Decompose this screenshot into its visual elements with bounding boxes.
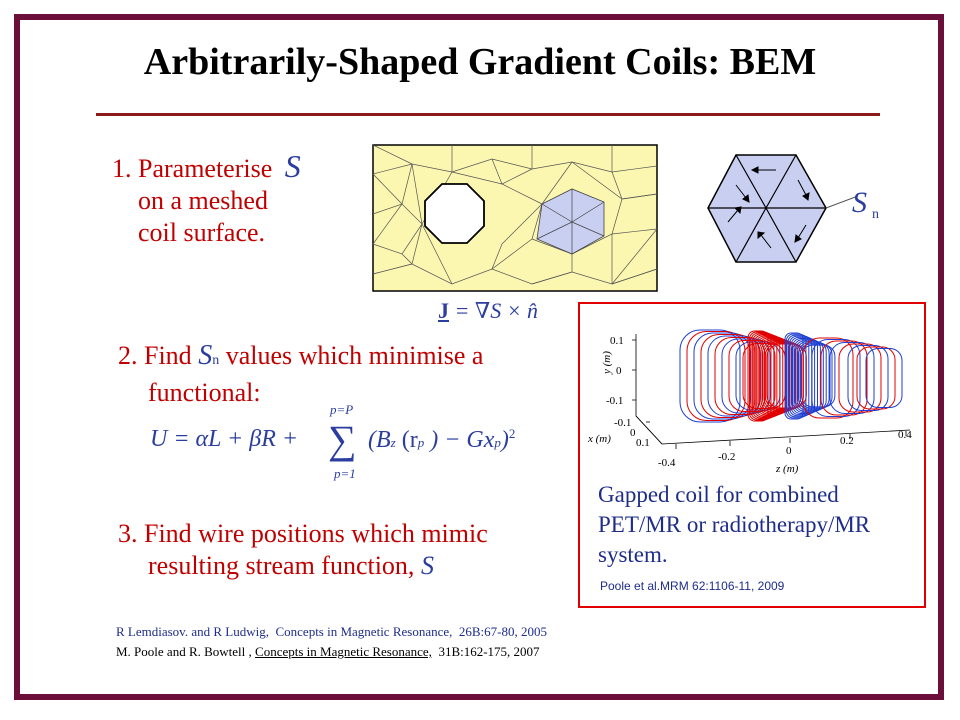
title-rule (96, 113, 880, 116)
y-tick-1: 0 (616, 365, 622, 377)
step3-symbol: S (420, 551, 434, 580)
functional-sub-p2: p (494, 435, 501, 450)
coil-windings (680, 330, 902, 422)
functional-b: (B (368, 427, 391, 453)
x-axis-title: x (m) (588, 433, 611, 445)
figure-caption: Gapped coil for combined PET/MR or radiotherapy/MR system. (598, 482, 871, 567)
coil-loop-right (848, 346, 888, 411)
functional-end: ) (500, 427, 509, 453)
slide-title: Arbitrarily-Shaped Gradient Coils: BEM (143, 41, 817, 83)
functional-sub-p1: p (417, 435, 425, 450)
functional-mid: ) − Gx (430, 427, 495, 453)
step3-line1: 3. Find wire positions which mimic (118, 519, 488, 548)
step1-line2: on a meshed (138, 186, 268, 215)
functional-lhs: U = αL + βR + (150, 426, 299, 452)
step3-line2: resulting stream function, (148, 551, 415, 580)
sum-lower-limit: p=1 (334, 466, 356, 481)
coil-loop-center-blue (800, 344, 832, 408)
sn-label-main: S (852, 186, 867, 219)
figure-citation: Poole et al.MRM 62:1106-11, 2009 (600, 579, 785, 593)
z-tick-1: -0.2 (718, 451, 736, 463)
reference-1: R Lemdiasov. and R Ludwig, Concepts in Magnetic Resonance, 26B:67-80, 2005 (116, 624, 548, 639)
equation-lhs: J (438, 298, 449, 323)
functional-r: (r (401, 427, 418, 453)
z-tick-2: 0 (786, 445, 792, 457)
current-density-equation (438, 298, 538, 324)
functional-sub-z: z (390, 435, 396, 450)
z-axis-title: z (m) (776, 463, 799, 475)
y-tick-0: 0.1 (610, 335, 624, 347)
y-tick-2: -0.1 (606, 395, 624, 407)
functional-equation (150, 402, 570, 482)
hexagon-element-diagram (706, 150, 906, 270)
step1-symbol: S (284, 148, 301, 184)
mesh-octagon-hole (425, 184, 484, 243)
z-tick-3: 0.2 (840, 435, 854, 447)
coil-loop-center-blue (793, 339, 818, 414)
functional-power: 2 (508, 426, 516, 441)
step2-symbol: S (198, 340, 213, 371)
step1-text (112, 150, 301, 249)
mesh-surface-diagram (372, 144, 658, 292)
coil-figure-box (578, 302, 926, 608)
step2-prefix: 2. Find (118, 341, 192, 370)
sum-sign: ∑ (328, 417, 357, 462)
x-tick-0: -0.1 (614, 417, 632, 429)
sn-label-sub: n (872, 207, 879, 222)
x-tick-1: 0 (630, 427, 636, 439)
step1-line3: coil surface. (138, 218, 266, 247)
functional-body (368, 426, 515, 454)
reference-2: M. Poole and R. Bowtell , Concepts in Magnetic Resonance, 31B:162-175, 2007 (116, 644, 540, 659)
step2-text (118, 340, 483, 409)
step2-line2: functional: (148, 378, 261, 407)
equation-rhs: = ∇S × n̂ (454, 298, 539, 323)
coil-loop-left (680, 330, 740, 422)
sum-upper-limit: p=P (330, 402, 354, 417)
coil-loop-right (857, 347, 895, 409)
coil-3d-plot (580, 304, 924, 480)
step3-text (118, 518, 488, 582)
x-tick-2: 0.1 (636, 437, 650, 449)
z-tick-4: 0.4 (898, 429, 912, 441)
coil-loop-right (866, 349, 902, 408)
step2-suffix: values which minimise a (225, 341, 484, 370)
z-tick-0: -0.4 (658, 457, 676, 469)
step1-line1: 1. Parameterise (112, 154, 273, 183)
step2-symbol-sub: n (212, 353, 220, 368)
y-axis-title: y (m) (601, 351, 613, 374)
